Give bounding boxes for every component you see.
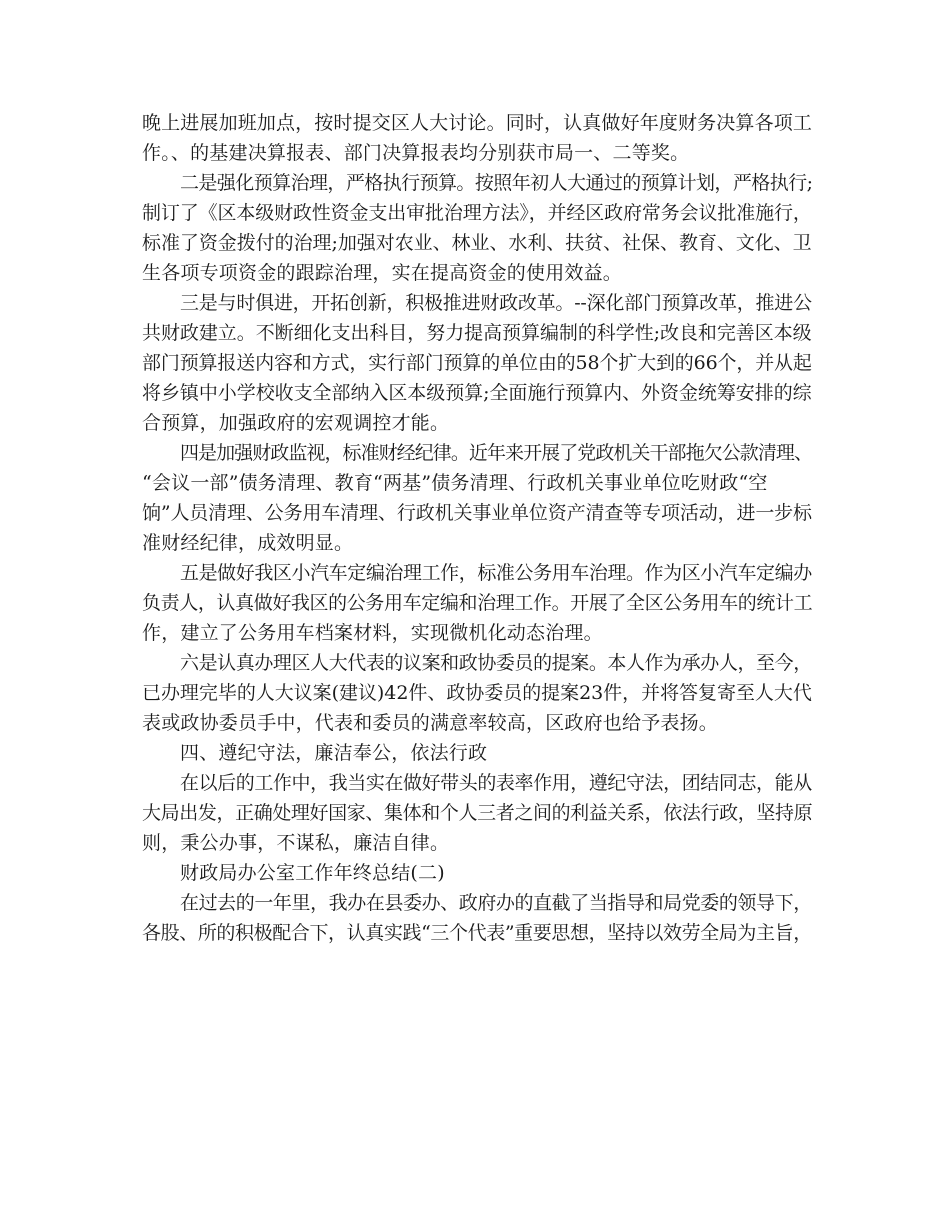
text-line: 二是强化预算治理，严格执行预算。按照年初人大通过的预算计划，严格执行; [180, 172, 813, 194]
text-line: 已办理完毕的人大议案(建议)42件、政协委员的提案23件，并将答复寄至人大代 [142, 682, 812, 704]
text-line: 部门预算报送内容和方式，实行部门预算的单位由的58个扩大到的66个，并从起 [142, 352, 812, 374]
text-line: 则，秉公办事，不谋私，廉洁自律。 [142, 832, 450, 854]
text-line: 五是做好我区小汽车定编治理工作，标准公务用车治理。作为区小汽车定编办 [180, 562, 812, 584]
text-line: 标准了资金拨付的治理;加强对农业、林业、水利、扶贫、社保、教育、文化、卫 [142, 232, 812, 254]
text-line: “会议一部”债务清理、教育“两基”债务清理、行政机关事业单位吃财政“空 [142, 472, 768, 494]
text-line: 大局出发，正确处理好国家、集体和个人三者之间的利益关系，依法行政，坚持原 [142, 802, 813, 824]
text-line: 在过去的一年里，我办在县委办、政府办的直截了当指导和局党委的领导下， [180, 892, 812, 914]
paragraph [142, 858, 812, 888]
text-line: 六是认真办理区人大代表的议案和政协委员的提案。本人作为承办人，至今， [180, 652, 812, 674]
text-line: 三是与时俱进，开拓创新，积极推进财政改革。--深化部门预算改革，推进公 [180, 292, 812, 314]
paragraph [142, 738, 812, 768]
text-line: 在以后的工作中，我当实在做好带头的表率作用，遵纪守法，团结同志，能从 [180, 772, 812, 794]
paragraph [142, 168, 812, 288]
text-line: 晚上进展加班加点，按时提交区人大讨论。同时，认真做好年度财务决算各项工 [142, 112, 813, 134]
paragraph [142, 648, 812, 738]
text-line: 制订了《区本级财政性资金支出审批治理方法》，并经区政府常务会议批准施行， [142, 202, 812, 224]
text-line: 四是加强财政监视，标准财经纪律。近年来开展了党政机关干部拖欠公款清理、 [180, 442, 813, 464]
text-line: 表或政协委员手中，代表和委员的满意率较高，区政府也给予表扬。 [142, 712, 719, 734]
text-line: 将乡镇中小学校收支全部纳入区本级预算;全面施行预算内、外资金统筹安排的综 [142, 382, 812, 404]
text-line: 共财政建立。不断细化支出科目，努力提高预算编制的科学性;改良和完善区本级 [142, 322, 812, 344]
text-line: 负责人，认真做好我区的公务用车定编和治理工作。开展了全区公务用车的统计工 [142, 592, 813, 614]
document-page [142, 108, 812, 948]
text-line: 生各项专项资金的跟踪治理，实在提高资金的使用效益。 [142, 262, 623, 284]
text-line: 各股、所的积极配合下，认真实践“三个代表”重要思想，坚持以效劳全局为主旨， [142, 922, 812, 944]
paragraph [142, 558, 812, 648]
text-line: 四、遵纪守法，廉洁奉公，依法行政 [180, 742, 488, 764]
text-line: 作，建立了公务用车档案材料，实现微机化动态治理。 [142, 622, 603, 644]
paragraph [142, 108, 812, 168]
text-line: 财政局办公室工作年终总结(二) [180, 862, 445, 884]
text-line: 合预算，加强政府的宏观调控才能。 [142, 412, 450, 434]
paragraph [142, 888, 812, 948]
paragraph [142, 438, 812, 558]
text-line: 饷”人员清理、公务用车清理、行政机关事业单位资产清查等专项活动，进一步标 [142, 502, 812, 524]
text-line: 作。、的基建决算报表、部门决算报表均分别获市局一、二等奖。 [142, 142, 690, 164]
text-line: 准财经纪律，成效明显。 [142, 532, 354, 554]
document-body [142, 108, 812, 948]
paragraph [142, 768, 812, 858]
paragraph [142, 288, 812, 438]
